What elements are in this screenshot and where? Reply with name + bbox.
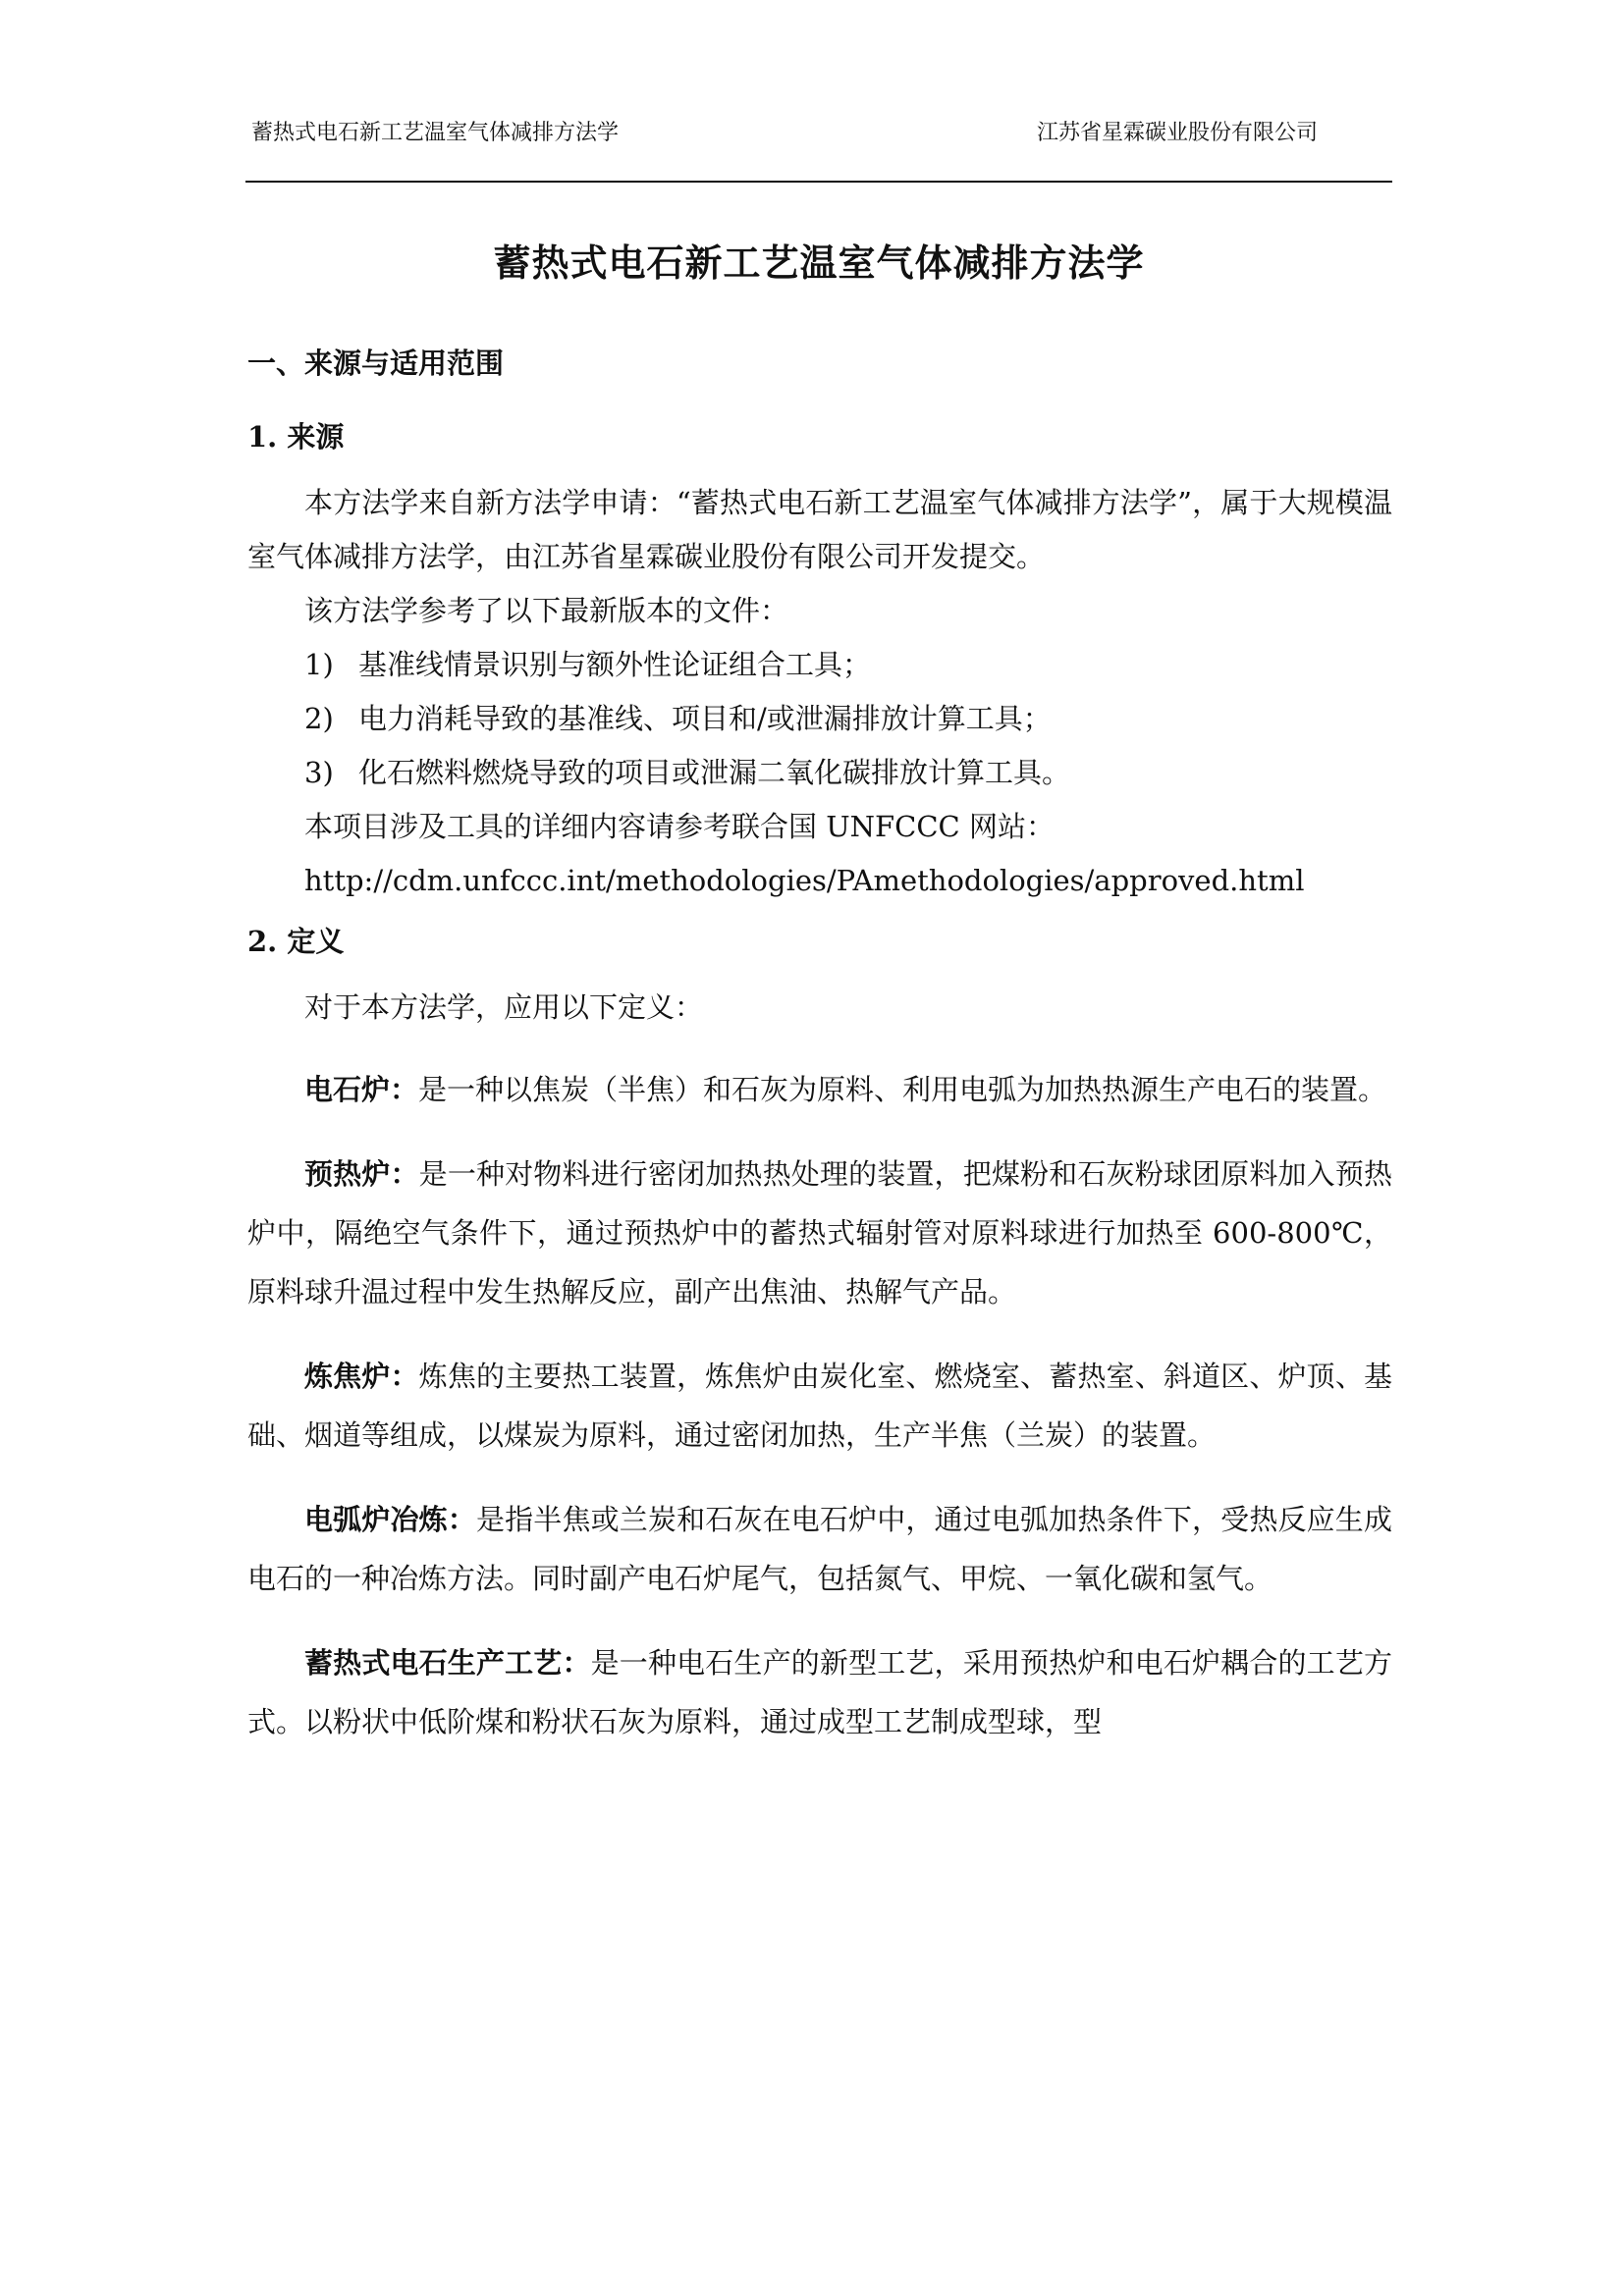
definitions-intro: 对于本方法学，应用以下定义： (304, 990, 704, 1024)
section-heading: 一、来源与适用范围 (247, 347, 505, 380)
definition-coke-oven (247, 1347, 1392, 1465)
list-item-number: 2) (304, 702, 334, 735)
definition-term: 蓄热式电石生产工艺： (304, 1646, 591, 1680)
list-item (247, 746, 1392, 800)
reference-list (247, 638, 1392, 800)
definition-term: 电石炉： (304, 1073, 419, 1106)
list-item-text: 电力消耗导致的基准线、项目和/或泄漏排放计算工具； (358, 702, 1052, 735)
list-item-text: 基准线情景识别与额外性论证组合工具； (358, 648, 872, 681)
definition-electric-furnace (247, 1060, 1392, 1119)
list-item-number: 3) (304, 756, 334, 789)
definition-text: 是指半焦或兰炭和石灰在电石炉中，通过电弧加热条件下，受热反应生成电石的一种冶炼方法。同时副产电石炉尾气，包括氮气、甲烷、一氧化碳和氢气。 (247, 1503, 1392, 1595)
header-left-title: 蓄热式电石新工艺温室气体减排方法学 (251, 121, 620, 145)
definition-text: 炼焦的主要热工装置，炼焦炉由炭化室、燃烧室、蓄热室、斜道区、炉顶、基础、烟道等组成，以煤炭为原料，通过密闭加热，生产半焦（兰炭）的装置。 (247, 1360, 1392, 1452)
document-body (247, 344, 1392, 1751)
definition-arc-smelting (247, 1490, 1392, 1608)
definition-text: 是一种对物料进行密闭加热热处理的装置，把煤粉和石灰粉球团原料加入预热炉中，隔绝空气条件下，通过预热炉中的蓄热式辐射管对原料球进行加热至 600-800℃，原料球升温过程中发生热解反应，副产出焦油、热解气产品。 (247, 1157, 1392, 1308)
definition-term: 炼焦炉： (304, 1360, 419, 1393)
header-company: 江苏省星霖碳业股份有限公司 (1036, 121, 1318, 145)
list-item (247, 692, 1392, 746)
definition-term: 预热炉： (304, 1157, 419, 1191)
list-item-text: 化石燃料燃烧导致的项目或泄漏二氧化碳排放计算工具。 (358, 756, 1071, 789)
definition-term: 电弧炉冶炼： (304, 1503, 476, 1536)
page-header (245, 114, 1392, 153)
website-note: 本项目涉及工具的详细内容请参考联合国 UNFCCC 网站： (304, 810, 1055, 843)
document-title: 蓄热式电石新工艺温室气体减排方法学 (493, 240, 1145, 285)
list-item-number: 1) (304, 648, 334, 681)
subsection-heading-source: 1. 来源 (247, 420, 345, 454)
source-paragraph: 本方法学来自新方法学申请：“蓄热式电石新工艺温室气体减排方法学”，属于大规模温室气体减排方法学，由江苏省星霖碳业股份有限公司开发提交。 (247, 486, 1392, 573)
definition-text: 是一种电石生产的新型工艺，采用预热炉和电石炉耦合的工艺方式。以粉状中低阶煤和粉状石灰为原料，通过成型工艺制成型球，型 (247, 1646, 1392, 1738)
definition-text: 是一种以焦炭（半焦）和石灰为原料、利用电弧为加热热源生产电石的装置。 (418, 1073, 1387, 1106)
definition-preheater (247, 1145, 1392, 1321)
header-divider (245, 181, 1392, 183)
list-item (247, 638, 1392, 692)
subsection-heading-definitions: 2. 定义 (247, 925, 345, 958)
definition-regenerative-process (247, 1633, 1392, 1751)
reference-intro: 该方法学参考了以下最新版本的文件： (304, 594, 789, 627)
unfccc-url[interactable]: http://cdm.unfccc.int/methodologies/PAmethodologies/approved.html (304, 864, 1305, 897)
